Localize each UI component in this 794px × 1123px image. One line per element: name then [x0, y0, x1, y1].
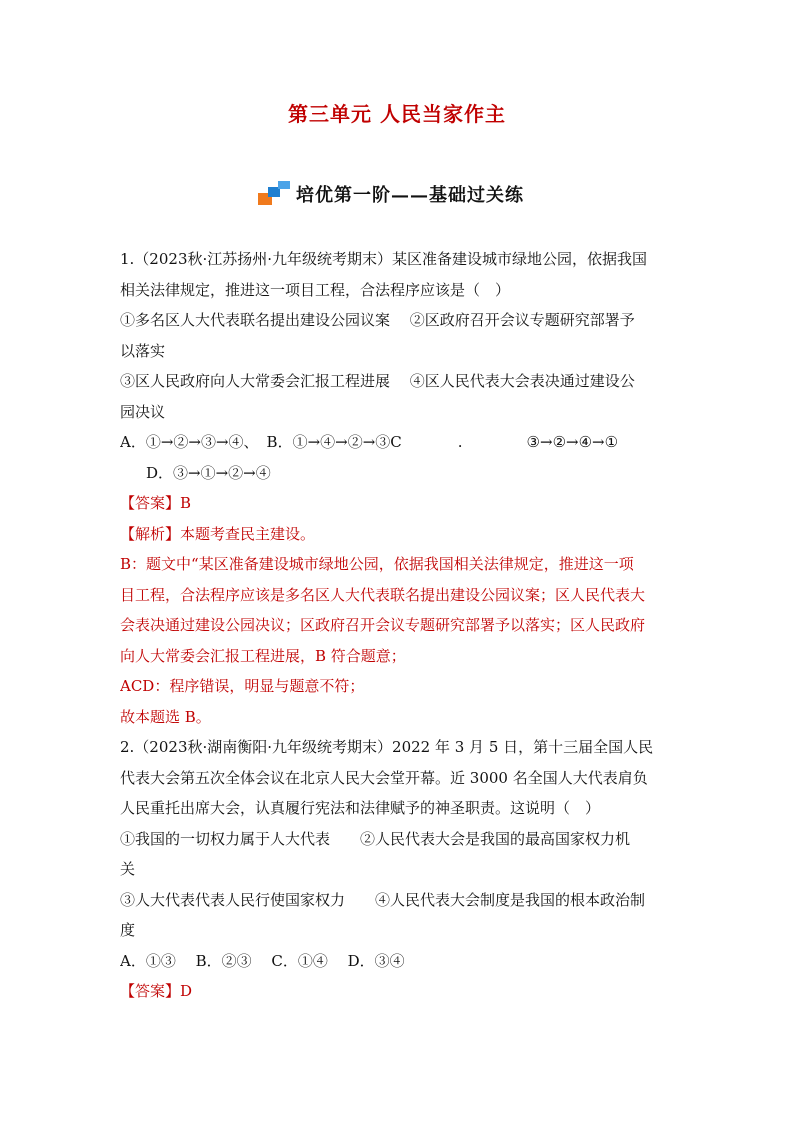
question-line: 1.（2023秋·江苏扬州·九年级统考期末）某区准备建设城市绿地公园，依据我国: [120, 250, 648, 268]
analysis-text: 故本题选 B。: [120, 707, 211, 726]
question-line: ③区人民政府向人大常委会汇报工程进展 ④区人民代表大会表决通过建设公: [120, 372, 635, 390]
option-separator: .: [457, 433, 463, 451]
options-row: [120, 427, 680, 458]
answer-line: [120, 488, 680, 519]
question-line: 2.（2023秋·湖南衡阳·九年级统考期末）2022 年 3 月 5 日，第十三届全国人民: [120, 738, 654, 756]
question-line: ③人大代表代表人民行使国家权力 ④人民代表大会制度是我国的根本政治制: [120, 890, 646, 909]
answer-value: B: [180, 494, 192, 512]
options-row: A．①③ B．②③ C．①④ D．③④: [120, 951, 405, 970]
option-c: ③→②→④→①: [526, 433, 619, 451]
stair-steps-icon: [256, 179, 292, 209]
question-line: 度: [120, 921, 136, 939]
analysis-text: 会表决通过建设公园决议；区政府召开会议专题研究部署予以落实；区人民政府: [120, 616, 646, 634]
section-title: 培优第一阶——基础过关练: [296, 185, 524, 206]
answer-tag: 【答案】: [120, 982, 181, 1000]
analysis-tag: 【解析】: [120, 524, 181, 543]
question-line: 人民重托出席大会，认真履行宪法和法律赋予的神圣职责。这说明（ ）: [120, 799, 601, 817]
question-line: 以落实: [120, 341, 166, 360]
option-b: B．①→④→②→③C: [266, 433, 402, 451]
question-2: [120, 732, 680, 1007]
question-line: 代表大会第五次全体会议在北京人民大会堂开幕。近 3000 名全国人大代表肩负: [120, 768, 648, 787]
answer-line: [120, 976, 680, 1007]
option-d: D．③→①→②→④: [146, 463, 271, 482]
option-a: A．①→②→③→④、: [120, 433, 259, 451]
answer-value: D: [180, 982, 193, 1000]
answer-tag: 【答案】: [120, 494, 181, 512]
question-content: [120, 244, 680, 1007]
page-title: 第三单元 人民当家作主: [288, 102, 506, 126]
analysis-text: ACD：程序错误，明显与题意不符；: [120, 677, 365, 695]
question-line: ①我国的一切权力属于人大代表 ②人民代表大会是我国的最高国家权力机: [120, 829, 631, 848]
analysis-intro: 本题考查民主建设。: [180, 524, 316, 543]
question-line: ①多名区人大代表联名提出建设公园议案 ②区政府召开会议专题研究部署予: [120, 311, 635, 329]
question-line: 关: [120, 860, 136, 878]
question-line: 园决议: [120, 402, 166, 421]
analysis-text: B：题文中“某区准备建设城市绿地公园，依据我国相关法律规定，推进这一项: [120, 555, 634, 573]
analysis-text: 目工程，合法程序应该是多名区人大代表联名提出建设公园议案；区人民代表大: [120, 585, 646, 604]
question-line: 相关法律规定，推进这一项目工程，合法程序应该是（ ）: [120, 280, 511, 299]
analysis-text: 向人大常委会汇报工程进展，B 符合题意；: [120, 646, 406, 665]
section-heading: [256, 176, 524, 212]
question-1: [120, 244, 680, 732]
analysis-line: [120, 519, 680, 550]
